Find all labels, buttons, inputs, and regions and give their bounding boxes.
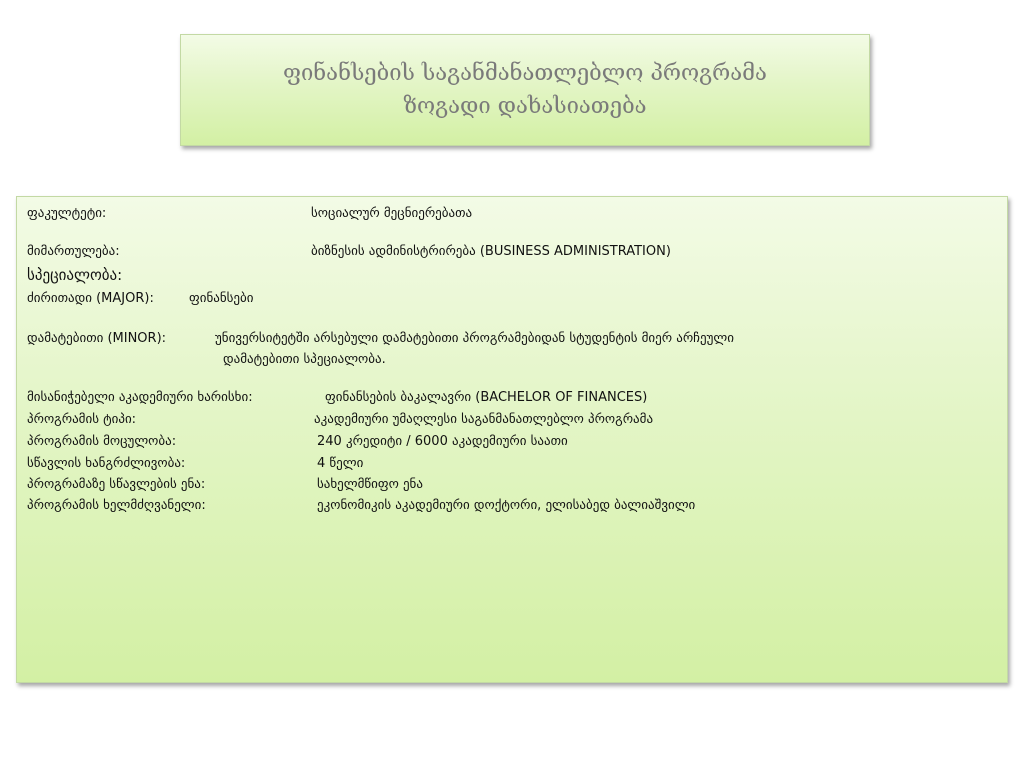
program-type-row: [27, 409, 997, 431]
language-value: სახელმწიფო ენა: [317, 477, 423, 492]
volume-value: 240 კრედიტი / 6000 აკადემიური საათი: [317, 434, 568, 449]
specialization-row: [27, 264, 997, 286]
volume-row: [27, 431, 997, 453]
language-row: [27, 474, 997, 496]
language-label: პროგრამაზე სწავლების ენა:: [27, 477, 206, 492]
direction-label: მიმართულება:: [27, 244, 120, 259]
duration-value: 4 წელი: [317, 456, 364, 471]
duration-label: სწავლის ხანგრძლივობა:: [27, 456, 186, 471]
specialization-label: სპეციალობა:: [27, 266, 123, 284]
head-row: [27, 495, 997, 517]
volume-label: პროგრამის მოცულობა:: [27, 434, 177, 449]
major-row: [27, 288, 997, 310]
minor-label: დამატებითი (MINOR):: [27, 331, 167, 346]
minor-row: [27, 328, 997, 350]
head-label: პროგრამის ხელმძღვანელი:: [27, 498, 206, 513]
faculty-value: სოციალურ მეცნიერებათა: [311, 206, 473, 221]
faculty-label: ფაკულტეტი:: [27, 206, 107, 221]
title-line-2: ზოგადი დახასიათება: [403, 94, 647, 119]
direction-row: [27, 241, 997, 263]
major-label: ძირითადი (MAJOR):: [27, 291, 154, 306]
major-value: ფინანსები: [189, 291, 254, 306]
program-type-label: პროგრამის ტიპი:: [27, 412, 137, 427]
direction-value: ბიზნესის ადმინისტრირება (BUSINESS ADMINISTRATION): [311, 244, 671, 259]
minor-value-cont: დამატებითი სპეციალობა.: [223, 352, 386, 367]
head-value: ეკონომიკის აკადემიური დოქტორი, ელისაბედ ბალიაშვილი: [317, 498, 696, 513]
program-type-value: აკადემიური უმაღლესი საგანმანათლებლო პროგრამა: [314, 412, 654, 427]
minor-value: უნივერსიტეტში არსებული დამატებითი პროგრამებიდან სტუდენტის მიერ არჩეული: [215, 331, 734, 346]
faculty-row: [27, 203, 997, 225]
degree-label: მისანიჭებელი აკადემიური ხარისხი:: [27, 390, 253, 405]
title-line-1: ფინანსების საგანმანათლებლო პროგრამა: [283, 61, 767, 86]
content-box: [16, 196, 1008, 683]
title-box: [180, 34, 870, 146]
minor-row-cont: [27, 349, 997, 371]
degree-value: ფინანსების ბაკალავრი (BACHELOR OF FINANCES): [325, 390, 648, 405]
duration-row: [27, 453, 997, 475]
degree-row: [27, 387, 997, 409]
